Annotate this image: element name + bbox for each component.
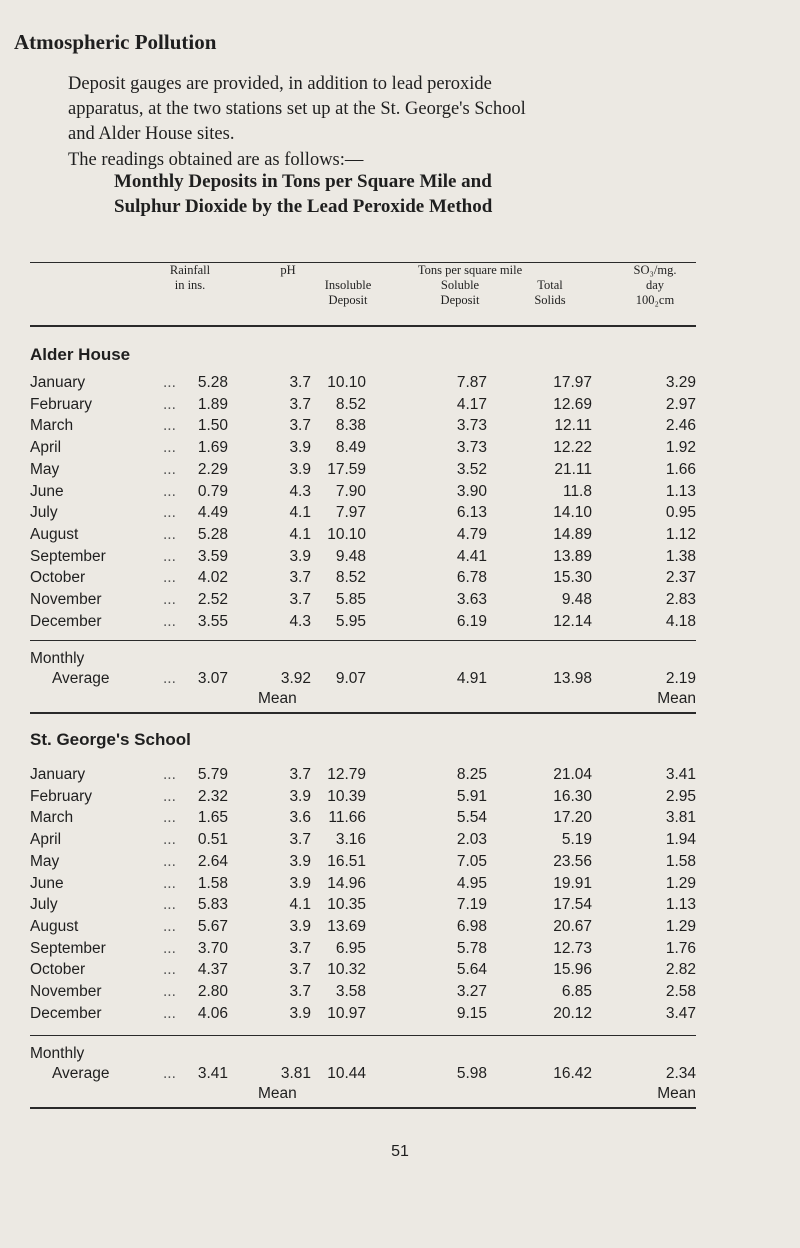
table-row	[30, 983, 696, 1001]
table-row	[30, 569, 696, 587]
dots-cell: ...	[163, 439, 176, 457]
insoluble-cell: 8.38	[335, 417, 366, 435]
dots-cell: ...	[163, 787, 176, 805]
avg-label-2: Average	[52, 670, 110, 687]
dots-cell: ...	[163, 374, 176, 391]
so2-cell: 1.29	[665, 917, 696, 935]
month-cell: June	[30, 874, 64, 892]
header-ph: pH	[280, 263, 296, 277]
so2-cell: 2.46	[665, 417, 696, 435]
avg-so2-note: Mean	[657, 690, 696, 707]
avg-so2: 2.34	[665, 1065, 696, 1082]
table-row	[30, 526, 696, 544]
soluble-cell: 7.87	[456, 374, 487, 391]
avg-ph-note: Mean	[258, 690, 297, 707]
avg-ph: 3.92	[280, 670, 311, 687]
so2-cell: 3.41	[665, 766, 696, 783]
total-cell: 13.89	[553, 547, 592, 565]
rainfall-cell: 5.28	[197, 525, 228, 543]
header-tons-group: Tons per square mile	[417, 263, 523, 277]
dots-cell: ...	[163, 939, 176, 957]
section-title-st-georges: St. George's School	[30, 730, 191, 749]
month-cell: November	[30, 591, 102, 608]
month-cell: November	[30, 983, 102, 1000]
table-row	[30, 961, 696, 979]
ph-cell: 3.7	[289, 939, 311, 957]
table-row	[30, 613, 696, 631]
insoluble-cell: 6.95	[335, 939, 366, 957]
month-cell: October	[30, 961, 86, 979]
header-soluble: Soluble Deposit	[440, 278, 480, 307]
dots-cell: ...	[163, 831, 176, 849]
insoluble-cell: 10.35	[327, 896, 366, 914]
so2-cell: 1.13	[665, 896, 696, 914]
avg-so2-note: Mean	[657, 1085, 696, 1102]
rainfall-cell: 5.67	[197, 917, 228, 935]
total-cell: 21.04	[553, 766, 592, 783]
total-cell: 6.85	[561, 983, 592, 1000]
dots-cell: ...	[163, 917, 176, 935]
so2-cell: 1.58	[665, 852, 696, 870]
rainfall-cell: 5.28	[197, 374, 228, 391]
rainfall-cell: 3.55	[197, 612, 228, 630]
rainfall-cell: 2.52	[197, 591, 228, 608]
ph-cell: 4.1	[289, 504, 311, 522]
rainfall-cell: 1.50	[197, 417, 228, 435]
total-cell: 17.97	[553, 374, 592, 391]
avg-insoluble: 9.07	[335, 670, 366, 687]
soluble-cell: 3.27	[456, 983, 487, 1000]
dots-cell: ...	[163, 983, 176, 1000]
rainfall-cell: 2.29	[197, 460, 228, 478]
table-row	[30, 875, 696, 893]
month-cell: July	[30, 504, 58, 522]
ph-cell: 3.6	[289, 809, 311, 827]
header-total: Total Solids	[534, 278, 566, 307]
ph-cell: 3.7	[289, 766, 311, 783]
soluble-cell: 3.52	[456, 460, 487, 478]
insoluble-cell: 10.10	[327, 525, 366, 543]
table-row	[30, 809, 696, 827]
total-cell: 12.69	[553, 395, 592, 413]
avg-label-1: Monthly	[30, 650, 85, 667]
month-cell: December	[30, 612, 102, 630]
dots-cell: ...	[163, 896, 176, 914]
so2-cell: 2.37	[665, 569, 696, 587]
avg-total: 13.98	[553, 670, 592, 687]
soluble-cell: 8.25	[456, 766, 487, 783]
ph-cell: 4.1	[289, 896, 311, 914]
dots-cell: ...	[163, 525, 176, 543]
month-cell: May	[30, 852, 60, 870]
avg-ph: 3.81	[280, 1065, 311, 1082]
total-cell: 19.91	[553, 874, 592, 892]
george-rule-top	[30, 1035, 696, 1036]
total-cell: 20.12	[553, 1004, 592, 1022]
insoluble-cell: 7.90	[335, 482, 366, 500]
dots-cell: ...	[163, 961, 176, 979]
ph-cell: 3.7	[289, 417, 311, 435]
avg-soluble: 4.91	[456, 670, 487, 687]
soluble-cell: 3.90	[456, 482, 487, 500]
total-cell: 15.96	[553, 961, 592, 979]
george-average-row	[30, 1045, 696, 1105]
table-row	[30, 483, 696, 501]
so2-cell: 3.47	[665, 1004, 696, 1022]
total-cell: 23.56	[553, 852, 592, 870]
avg-label-2: Average	[52, 1065, 110, 1082]
page-heading: Atmospheric Pollution	[14, 30, 217, 54]
soluble-cell: 3.73	[456, 417, 487, 435]
total-cell: 17.54	[553, 896, 592, 914]
month-cell: December	[30, 1004, 102, 1022]
alder-rule-top	[30, 640, 696, 641]
ph-cell: 3.7	[289, 569, 311, 587]
table-row	[30, 504, 696, 522]
insoluble-cell: 16.51	[327, 852, 366, 870]
month-cell: September	[30, 939, 106, 957]
so2-cell: 1.92	[665, 439, 696, 457]
header-rainfall: Rainfall in ins.	[169, 263, 211, 292]
ph-cell: 3.9	[289, 547, 311, 565]
rainfall-cell: 1.65	[197, 809, 228, 827]
ph-cell: 3.7	[289, 591, 311, 608]
rainfall-cell: 1.69	[197, 439, 228, 457]
table-row	[30, 439, 696, 457]
ph-cell: 3.7	[289, 374, 311, 391]
dots-cell: ...	[163, 852, 176, 870]
so2-cell: 1.29	[665, 874, 696, 892]
dots-cell: ...	[163, 1004, 176, 1022]
month-cell: March	[30, 417, 74, 435]
ph-cell: 3.9	[289, 439, 311, 457]
alder-rule-bottom	[30, 712, 696, 714]
george-rule-bottom	[30, 1107, 696, 1109]
soluble-cell: 6.78	[456, 569, 487, 587]
so2-cell: 3.81	[665, 809, 696, 827]
soluble-cell: 5.64	[456, 961, 487, 979]
table-title-line-1: Monthly Deposits in Tons per Square Mile and	[114, 171, 492, 192]
so2-cell: 1.38	[665, 547, 696, 565]
soluble-cell: 5.91	[456, 787, 487, 805]
avg-label-1: Monthly	[30, 1045, 85, 1062]
so2-cell: 3.29	[665, 374, 696, 391]
table-row	[30, 766, 696, 784]
soluble-cell: 2.03	[456, 831, 487, 849]
ph-cell: 4.3	[289, 612, 311, 630]
month-cell: September	[30, 547, 106, 565]
rainfall-cell: 1.89	[197, 395, 228, 413]
header-insoluble: Insoluble Deposit	[324, 278, 372, 307]
so2-cell: 2.95	[665, 787, 696, 805]
rainfall-cell: 2.32	[197, 787, 228, 805]
header-so2: SO₃/mg. day 100₂cm	[633, 263, 677, 307]
soluble-cell: 7.19	[456, 896, 487, 914]
avg-rain: 3.41	[197, 1065, 228, 1082]
soluble-cell: 4.95	[456, 874, 487, 892]
month-cell: April	[30, 831, 62, 849]
soluble-cell: 4.41	[456, 547, 487, 565]
so2-cell: 1.13	[665, 482, 696, 500]
dots-cell: ...	[163, 460, 176, 478]
insoluble-cell: 10.39	[327, 787, 366, 805]
page-number: 51	[391, 1143, 409, 1160]
insoluble-cell: 10.32	[327, 961, 366, 979]
table-row	[30, 896, 696, 914]
insoluble-cell: 11.66	[328, 809, 366, 827]
avg-total: 16.42	[553, 1065, 592, 1082]
insoluble-cell: 12.79	[327, 766, 366, 783]
ph-cell: 3.9	[289, 1004, 311, 1022]
insoluble-cell: 3.58	[335, 983, 366, 1000]
rainfall-cell: 4.49	[197, 504, 228, 522]
insoluble-cell: 10.10	[327, 374, 366, 391]
ph-cell: 3.9	[289, 787, 311, 805]
ph-cell: 3.7	[289, 961, 311, 979]
intro-line-1: Deposit gauges are provided, in addition to lead peroxide	[68, 74, 492, 94]
rainfall-cell: 4.37	[197, 961, 228, 979]
insoluble-cell: 14.96	[327, 874, 366, 892]
rainfall-cell: 5.83	[197, 896, 228, 914]
insoluble-cell: 5.85	[335, 591, 366, 608]
intro-line-2: apparatus, at the two stations set up at the St. George's School	[68, 99, 526, 119]
total-cell: 14.89	[553, 525, 592, 543]
so2-cell: 4.18	[665, 612, 696, 630]
dots-cell: ...	[163, 874, 176, 892]
table-row	[30, 461, 696, 479]
rainfall-cell: 5.79	[197, 766, 228, 783]
month-cell: March	[30, 809, 74, 827]
dots-cell: ...	[163, 809, 176, 827]
rainfall-cell: 2.80	[197, 983, 228, 1000]
rainfall-cell: 1.58	[197, 874, 228, 892]
table-row	[30, 1005, 696, 1023]
total-cell: 15.30	[553, 569, 592, 587]
so2-cell: 1.66	[665, 460, 696, 478]
insoluble-cell: 8.52	[335, 395, 366, 413]
so2-cell: 2.58	[665, 983, 696, 1000]
so2-cell: 1.76	[665, 939, 696, 957]
alder-average-row	[30, 650, 696, 710]
rainfall-cell: 0.51	[197, 831, 228, 849]
avg-rain: 3.07	[197, 670, 228, 687]
soluble-cell: 7.05	[456, 852, 487, 870]
total-cell: 16.30	[553, 787, 592, 805]
so2-cell: 1.12	[665, 525, 696, 543]
total-cell: 12.14	[553, 612, 592, 630]
dots-cell: ...	[163, 591, 176, 608]
total-cell: 11.8	[562, 482, 592, 500]
rainfall-cell: 4.02	[197, 569, 228, 587]
ph-cell: 3.7	[289, 983, 311, 1000]
soluble-cell: 6.19	[456, 612, 487, 630]
insoluble-cell: 13.69	[327, 917, 366, 935]
so2-cell: 0.95	[665, 504, 696, 522]
ph-cell: 4.3	[289, 482, 311, 500]
ph-cell: 3.7	[289, 831, 311, 849]
month-cell: October	[30, 569, 86, 587]
avg-dots: ...	[163, 670, 176, 687]
soluble-cell: 3.73	[456, 439, 487, 457]
month-cell: February	[30, 395, 93, 413]
dots-cell: ...	[163, 547, 176, 565]
ph-cell: 3.9	[289, 874, 311, 892]
dots-cell: ...	[163, 504, 176, 522]
ph-cell: 3.9	[289, 852, 311, 870]
avg-dots: ...	[163, 1065, 176, 1082]
readings-intro: The readings obtained are as follows:—	[68, 150, 364, 170]
soluble-cell: 3.63	[456, 591, 487, 608]
ph-cell: 3.7	[289, 395, 311, 413]
intro-paragraph	[68, 72, 748, 147]
rainfall-cell: 3.59	[197, 547, 228, 565]
intro-line-3: and Alder House sites.	[68, 124, 235, 144]
insoluble-cell: 10.97	[327, 1004, 366, 1022]
insoluble-cell: 9.48	[335, 547, 366, 565]
insoluble-cell: 5.95	[335, 612, 366, 630]
total-cell: 9.48	[561, 591, 592, 608]
total-cell: 14.10	[553, 504, 592, 522]
insoluble-cell: 8.52	[335, 569, 366, 587]
avg-insoluble: 10.44	[327, 1065, 366, 1082]
total-cell: 17.20	[553, 809, 592, 827]
section-title-alder-house: Alder House	[30, 345, 131, 364]
table-row	[30, 918, 696, 936]
total-cell: 12.11	[554, 417, 592, 435]
so2-cell: 2.82	[665, 961, 696, 979]
soluble-cell: 6.13	[456, 504, 487, 522]
soluble-cell: 5.54	[456, 809, 487, 827]
month-cell: June	[30, 482, 64, 500]
so2-cell: 2.97	[665, 395, 696, 413]
dots-cell: ...	[163, 482, 176, 500]
avg-so2: 2.19	[665, 670, 696, 687]
table-row	[30, 940, 696, 958]
soluble-cell: 4.17	[456, 395, 487, 413]
total-cell: 5.19	[561, 831, 592, 849]
month-cell: April	[30, 439, 62, 457]
soluble-cell: 9.15	[456, 1004, 487, 1022]
total-cell: 12.22	[553, 439, 592, 457]
table-row	[30, 417, 696, 435]
ph-cell: 3.9	[289, 917, 311, 935]
month-cell: January	[30, 374, 86, 391]
insoluble-cell: 17.59	[327, 460, 366, 478]
ph-cell: 3.9	[289, 460, 311, 478]
header-bottom-rule	[30, 325, 696, 327]
dots-cell: ...	[163, 766, 176, 783]
table-row	[30, 396, 696, 414]
table-row	[30, 831, 696, 849]
so2-cell: 2.83	[665, 591, 696, 608]
table-row	[30, 374, 696, 392]
month-cell: July	[30, 896, 58, 914]
table-title-line-2: Sulphur Dioxide by the Lead Peroxide Method	[114, 196, 493, 217]
table-row	[30, 548, 696, 566]
month-cell: January	[30, 766, 86, 783]
table-row	[30, 853, 696, 871]
dots-cell: ...	[163, 612, 176, 630]
dots-cell: ...	[163, 569, 176, 587]
insoluble-cell: 8.49	[335, 439, 366, 457]
soluble-cell: 5.78	[456, 939, 487, 957]
avg-soluble: 5.98	[456, 1065, 487, 1082]
soluble-cell: 4.79	[456, 525, 487, 543]
insoluble-cell: 7.97	[335, 504, 366, 522]
insoluble-cell: 3.16	[335, 831, 366, 849]
ph-cell: 4.1	[289, 525, 311, 543]
so2-cell: 1.94	[665, 831, 696, 849]
rainfall-cell: 0.79	[197, 482, 228, 500]
month-cell: August	[30, 917, 79, 935]
total-cell: 12.73	[553, 939, 592, 957]
total-cell: 20.67	[553, 917, 592, 935]
month-cell: February	[30, 787, 93, 805]
month-cell: May	[30, 460, 60, 478]
rainfall-cell: 2.64	[197, 852, 228, 870]
avg-ph-note: Mean	[258, 1085, 297, 1102]
dots-cell: ...	[163, 417, 176, 435]
table-row	[30, 788, 696, 806]
rainfall-cell: 4.06	[197, 1004, 228, 1022]
table-row	[30, 591, 696, 609]
total-cell: 21.11	[554, 460, 592, 478]
soluble-cell: 6.98	[456, 917, 487, 935]
dots-cell: ...	[163, 395, 176, 413]
month-cell: August	[30, 525, 79, 543]
rainfall-cell: 3.70	[197, 939, 228, 957]
